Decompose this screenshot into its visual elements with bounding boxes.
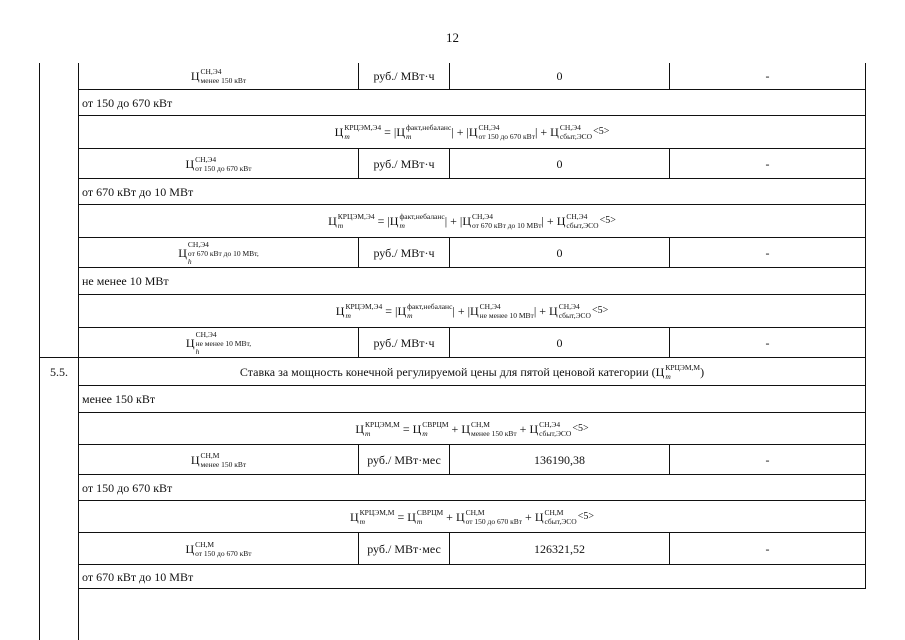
unit-cell: руб./ МВт·мес (367, 452, 441, 467)
band-heading: от 150 до 670 кВт (82, 95, 173, 110)
formula-row: Ц КРЦЭМ,Э4 m = | Ц факт,небаланс m | + | Ц СН,Э4 не менее 10 МВт | + Ц СН,Э4 сбыт,ЭСО <5> (335, 302, 609, 320)
unit-cell: руб./ МВт·мес (367, 541, 441, 556)
band-heading: менее 150 кВт (82, 392, 156, 406)
formula-row: Ц КРЦЭМ,М m = Ц СВРЦМ m + Ц СН,М менее 150 кВт + Ц СН,Э4 сбыт,ЭСО <5> (355, 419, 589, 438)
page-number: 12 (446, 30, 459, 45)
unit-cell: руб./ МВт·ч (373, 335, 435, 350)
rate-symbol-cell: Ц СН,Э4 от 670 кВт до 10 МВт, h (178, 239, 259, 266)
table-border-right (865, 63, 866, 588)
table-border-left (39, 63, 40, 640)
unit-cell: руб./ МВт·ч (373, 156, 435, 171)
band-heading: от 670 кВт до 10 МВт (82, 569, 194, 584)
rate-symbol-cell: Ц СН,М менее 150 кВт (190, 450, 247, 469)
value-cell: 136190,38 (534, 452, 585, 467)
unit-cell: руб./ МВт·ч (373, 245, 435, 260)
section-title: Ставка за мощность конечной регулируемой цены для пятой ценовой категории ( Ц КРЦЭМ,М m ) (239, 362, 705, 381)
formula-row: Ц КРЦЭМ,М m = Ц СВРЦМ m + Ц СН,М от 150 до 670 кВт + Ц СН,М сбыт,ЭСО <5> (350, 507, 594, 526)
value-cell: 0 (556, 69, 563, 83)
section-number: 5.5. (50, 364, 68, 379)
rate-symbol-cell: Ц СН,Э4 менее 150 кВт (190, 67, 247, 85)
dash-cell: - (765, 69, 770, 83)
tariff-table (39, 63, 895, 640)
unit-cell: руб./ МВт·ч (373, 69, 435, 83)
value-cell: 0 (556, 245, 563, 260)
band-heading: от 670 кВт до 10 МВт (82, 184, 194, 199)
dash-cell: - (765, 452, 770, 467)
rate-symbol-cell: Ц СН,Э4 от 150 до 670 кВт (185, 154, 252, 173)
value-cell: 126321,52 (534, 541, 585, 556)
dash-cell: - (765, 335, 770, 350)
rate-symbol-cell: Ц СН,Э4 не менее 10 МВт, h (185, 329, 252, 356)
value-cell: 0 (556, 156, 563, 171)
rate-symbol-cell: Ц СН,М от 150 до 670 кВт (185, 539, 252, 558)
dash-cell: - (765, 156, 770, 171)
dash-cell: - (765, 541, 770, 556)
band-heading: не менее 10 МВт (82, 274, 169, 288)
value-cell: 0 (556, 335, 563, 350)
formula-row: Ц КРЦЭМ,Э4 m = | Ц факт,небаланс m | + | Ц СН,Э4 от 150 до 670 кВт | + Ц СН,Э4 сбыт,ЭСО <5> (334, 123, 610, 141)
dash-cell: - (765, 245, 770, 260)
row-divider (78, 588, 866, 589)
band-heading: от 150 до 670 кВт (82, 480, 173, 495)
formula-row: Ц КРЦЭМ,Э4 m = | Ц факт,небаланс m | + | Ц СН,Э4 от 670 кВт до 10 МВт | + Ц СН,Э4 сбыт,ЭСО <5> (328, 212, 616, 230)
